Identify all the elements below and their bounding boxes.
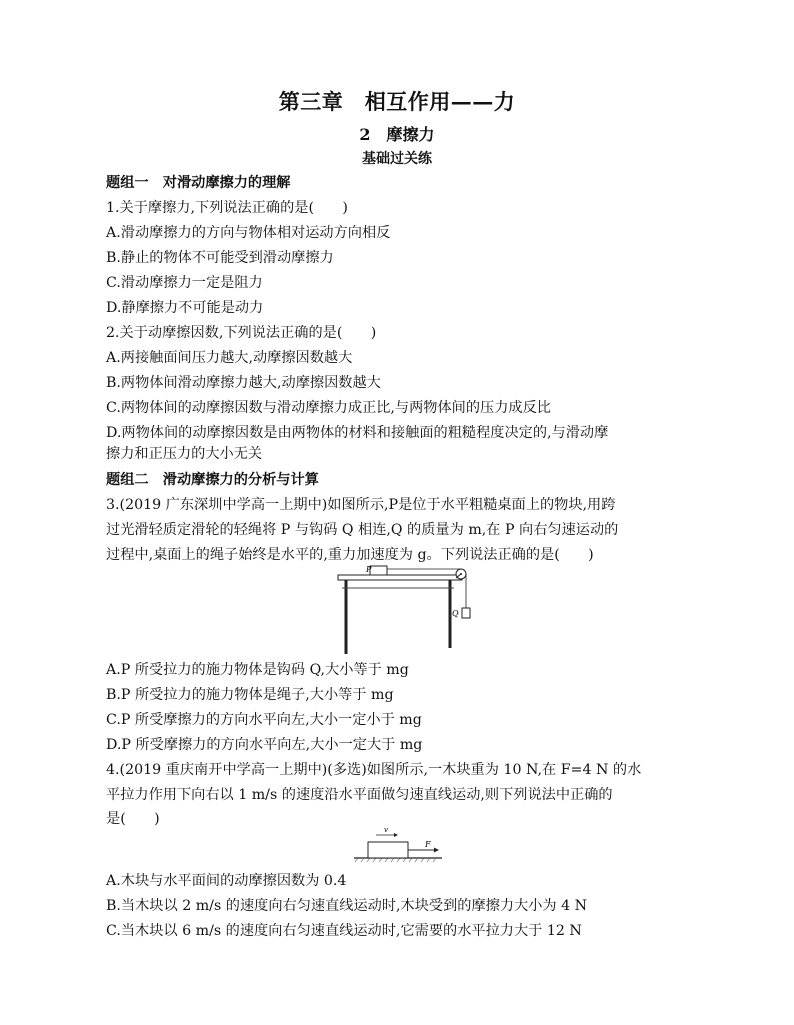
- velocity-label: v: [384, 826, 388, 834]
- force-label: F: [425, 840, 431, 849]
- group-heading: 题组二 滑动摩擦力的分析与计算: [106, 472, 319, 488]
- option-c: C.当木块以 6 m/s 的速度向右匀速直线运动时,它需要的水平拉力大于 12 N: [106, 923, 582, 939]
- question-stem: 2.关于动摩擦因数,下列说法正确的是( ): [106, 325, 377, 341]
- option-a: A.两接触面间压力越大,动摩擦因数越大: [106, 350, 353, 366]
- weight-label: Q: [452, 609, 459, 618]
- option-d: D.P 所受摩擦力的方向水平向左,大小一定大于 mg: [106, 737, 423, 753]
- option-d-continued: 擦力和正压力的大小无关: [106, 446, 263, 462]
- question-stem: 是( ): [106, 811, 160, 827]
- option-b: B.P 所受拉力的施力物体是绳子,大小等于 mg: [106, 687, 394, 703]
- exercise-subtitle: 基础过关练: [362, 151, 432, 167]
- option-c: C.P 所受摩擦力的方向水平向左,大小一定小于 mg: [106, 712, 422, 728]
- option-d: D.两物体间的动摩擦因数是由两物体的材料和接触面的粗糙程度决定的,与滑动摩: [106, 425, 609, 441]
- question-stem: 平拉力作用下向右以 1 m/s 的速度沿水平面做匀速直线运动,则下列说法中正确的: [106, 787, 613, 803]
- block-label: P: [366, 565, 372, 574]
- question-stem: 过光滑轻质定滑轮的轻绳将 P 与钩码 Q 相连,Q 的质量为 m,在 P 向右匀速运动的: [106, 522, 619, 538]
- option-b: B.两物体间滑动摩擦力越大,动摩擦因数越大: [106, 375, 381, 391]
- question-stem: 过程中,桌面上的绳子始终是水平的,重力加速度为 g。下列说法正确的是( ): [106, 547, 594, 563]
- option-b: B.静止的物体不可能受到滑动摩擦力: [106, 250, 334, 266]
- section-title: 2 摩擦力: [359, 125, 435, 144]
- option-a: A.滑动摩擦力的方向与物体相对运动方向相反: [106, 225, 391, 241]
- block-force-figure: [350, 826, 446, 866]
- option-a: A.P 所受拉力的施力物体是钩码 Q,大小等于 mg: [106, 662, 409, 678]
- option-c: C.滑动摩擦力一定是阻力: [106, 275, 263, 291]
- question-stem: 4.(2019 重庆南开中学高一上期中)(多选)如图所示,一木块重为 10 N,在 F=4 N 的水: [106, 762, 642, 778]
- question-stem: 1.关于摩擦力,下列说法正确的是( ): [106, 200, 348, 216]
- option-c: C.两物体间的动摩擦因数与滑动摩擦力成正比,与两物体间的压力成反比: [106, 400, 551, 416]
- option-a: A.木块与水平面间的动摩擦因数为 0.4: [106, 873, 347, 889]
- chapter-title: 第三章 相互作用——力: [278, 89, 516, 114]
- option-d: D.静摩擦力不可能是动力: [106, 300, 264, 316]
- question-stem: 3.(2019 广东深圳中学高一上期中)如图所示,P是位于水平粗糙桌面上的物块,用跨: [106, 497, 616, 513]
- table-pulley-figure: [332, 560, 472, 660]
- option-b: B.当木块以 2 m/s 的速度向右匀速直线运动时,木块受到的摩擦力大小为 4 N: [106, 898, 588, 914]
- group-heading: 题组一 对滑动摩擦力的理解: [106, 175, 291, 191]
